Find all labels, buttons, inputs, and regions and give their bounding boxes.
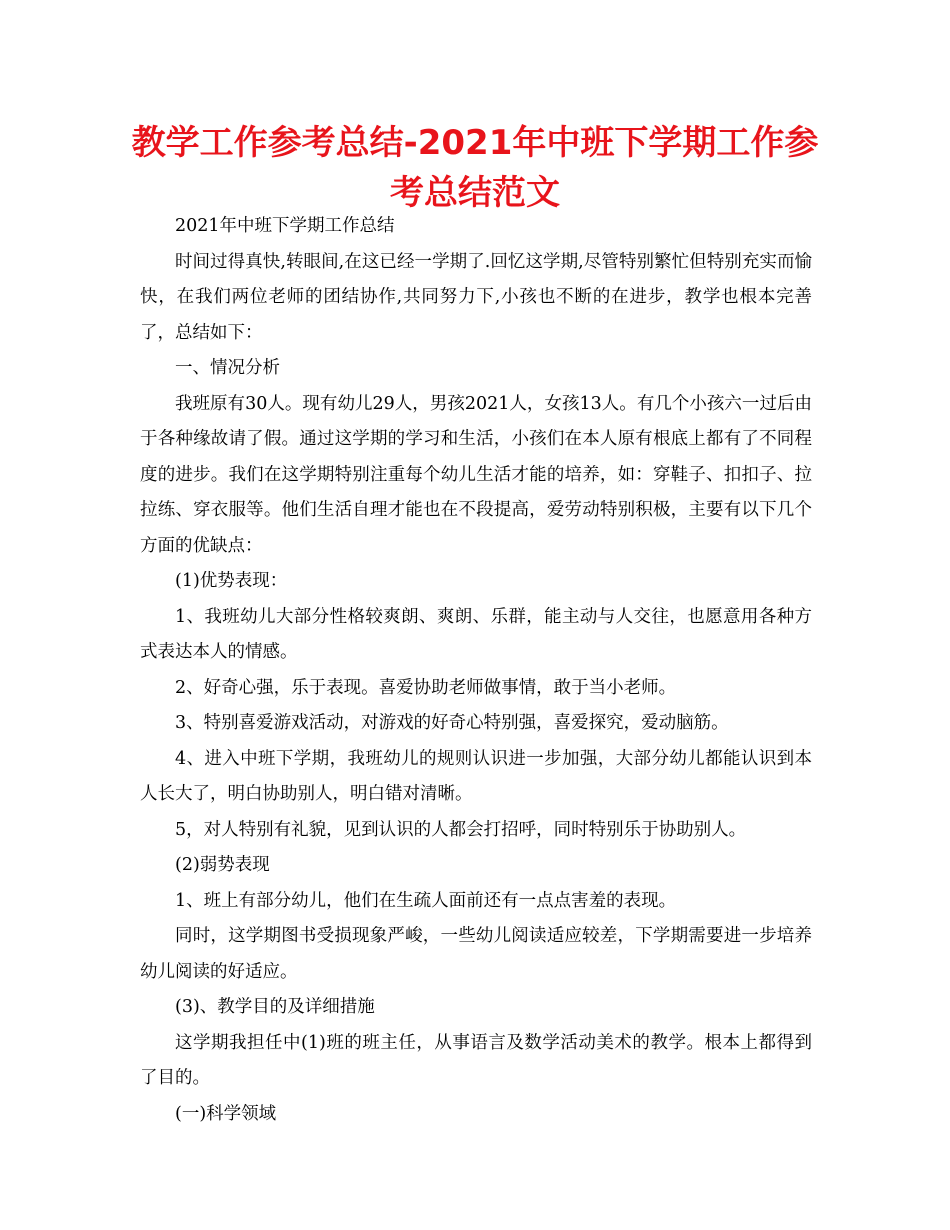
weakness-item-1: 1、班上有部分幼儿，他们在生疏人面前还有一点点害羞的表现。 — [175, 890, 677, 911]
class-overview-paragraph: 我班原有30人。现有幼儿29人，男孩2021人，女孩13人。有几个小孩六一过后由于各种缘故请了假。通过这学期的学习和生活，小孩们在本人原有根底上都有了不同程度的进步。我们在这学期特别注重每个幼儿生活才能的培养，如：穿鞋子、扣扣子、拉拉练、穿衣服等。他们生活自理才能也在不段提高，爱劳动特别积极，主要有以下几个方面的优缺点： — [140, 393, 812, 556]
section-heading-summary: 2021年中班下学期工作总结 — [175, 216, 395, 236]
weakness-item-2: 同时，这学期图书受损现象严峻，一些幼儿阅读适应较差，下学期需要进一步培养幼儿阅读的好适应。 — [140, 926, 812, 982]
strength-item-5: 5，对人特别有礼貌，见到认识的人都会打招呼，同时特别乐于协助别人。 — [175, 819, 747, 840]
section-heading-situation: 一、情况分析 — [175, 358, 280, 378]
goals-paragraph: 这学期我担任中(1)班的班主任，从事语言及数学活动美术的教学。根本上都得到了目的。 — [140, 1032, 812, 1088]
strength-item-3: 3、特别喜爱游戏活动，对游戏的好奇心特别强，喜爱探究，爱动脑筋。 — [175, 713, 729, 733]
subheading-science: (一)科学领域 — [175, 1103, 277, 1124]
subheading-strengths: (1)优势表现： — [175, 571, 288, 591]
strength-item-4: 4、进入中班下学期，我班幼儿的规则认识进一步加强，大部分幼儿都能认识到本人长大了，明白协助别人，明白错对清晰。 — [140, 748, 812, 804]
subheading-goals: (3)、教学目的及详细措施 — [175, 997, 375, 1017]
document-body — [140, 209, 812, 1132]
strength-item-1: 1、我班幼儿大部分性格较爽朗、爽朗、乐群，能主动与人交往，也愿意用各种方式表达本人的情感。 — [140, 606, 812, 662]
document-title: 教学工作参考总结-2021年中班下学期工作参考总结范文 — [131, 123, 819, 213]
subheading-weaknesses: (2)弱势表现 — [175, 855, 270, 875]
intro-paragraph: 时间过得真快,转眼间,在这已经一学期了.回忆这学期,尽管特别繁忙但特别充实而愉快，在我们两位老师的团结协作,共同努力下,小孩也不断的在进步，教学也根本完善了，总结如下： — [140, 251, 812, 343]
strength-item-2: 2、好奇心强，乐于表现。喜爱协助老师做事情，敢于当小老师。 — [175, 677, 677, 698]
